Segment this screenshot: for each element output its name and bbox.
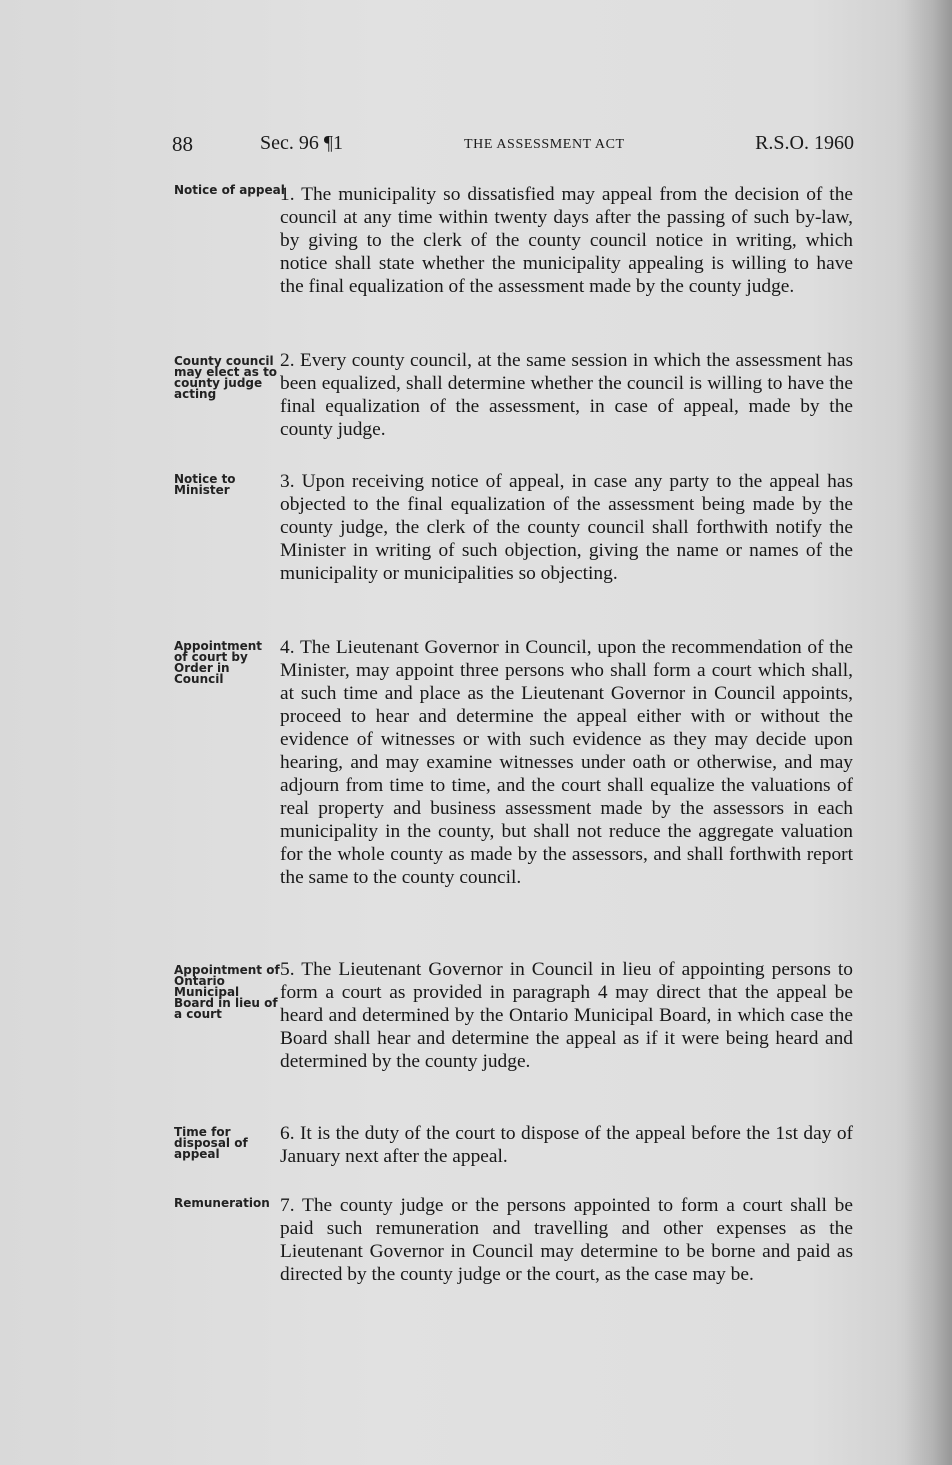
margin-note-remuneration: Remuneration <box>174 1196 270 1210</box>
section-reference: Sec. 96 ¶1 <box>260 132 343 154</box>
margin-note-county-council-election: County council may elect as to county judge acting <box>174 354 278 401</box>
paragraph-7: 7. The county judge or the persons appointed to form a court shall be paid such remuneration and travelling and other expenses as the Lieutenant Governor in Council may determine to be borne and paid as directed by the county judge or the court, as the case may be. <box>280 1195 853 1285</box>
running-header <box>172 132 854 162</box>
paragraph-2: 2. Every county council, at the same session in which the assessment has been equalized, shall determine whether the council is willing to have the final equalization of the assessment, in case of appeal, made by the county judge. <box>280 350 853 440</box>
paragraph-6: 6. It is the duty of the court to dispose of the appeal before the 1st day of January next after the appeal. <box>280 1123 853 1167</box>
margin-note-ontario-municipal-board: Appointment of Ontario Municipal Board in lieu of a court <box>174 963 280 1021</box>
margin-note-notice-to-minister: Notice to Minister <box>174 472 236 497</box>
page-number: 88 <box>172 132 193 156</box>
paragraph-4: 4. The Lieutenant Governor in Council, upon the recommendation of the Minister, may appoint three persons who shall form a court which shall, at such time and place as the Lieutenant Governor in Council appoints, proceed to hear and determine the appeal either with or without the evidence of witnesses or with such evidence as they may decide upon hearing, and may examine witnesses under oath or otherwise, and may adjourn from time to time, and the court shall equalize the valuations of real property and business assessment made by the assessors in each municipality in the county, but shall not reduce the aggregate valuation for the whole county as made by the assessors, and shall forthwith report the same to the county council. <box>280 637 853 888</box>
paragraph-3: 3. Upon receiving notice of appeal, in case any party to the appeal has objected to the final equalization of the assessment being made by the county judge, the clerk of the county council shall forthwith notify the Minister in writing of such objection, giving the name or names of the municipality or municipalities so objecting. <box>280 471 853 584</box>
margin-note-time-for-disposal: Time for disposal of appeal <box>174 1125 248 1161</box>
statute-revision: R.S.O. 1960 <box>755 132 854 154</box>
paragraph-5: 5. The Lieutenant Governor in Council in lieu of appointing persons to form a court as provided in paragraph 4 may direct that the appeal be heard and determined by the Ontario Municipal Board, in which case the Board shall hear and determine the appeal as if it were being heard and determined by the county judge. <box>280 959 853 1072</box>
page-binding-shadow <box>904 0 952 1465</box>
margin-note-notice-of-appeal: Notice of appeal <box>174 183 285 197</box>
act-title: THE ASSESSMENT ACT <box>464 137 625 152</box>
paragraph-1: 1. The municipality so dissatisfied may appeal from the decision of the council at any time within twenty days after the passing of such by-law, by giving to the clerk of the county council notice in writing, which notice shall state whether the municipality appealing is willing to have the final equalization of the assessment made by the county judge. <box>280 184 853 297</box>
margin-note-appointment-of-court: Appointment of court by Order in Council <box>174 639 263 686</box>
